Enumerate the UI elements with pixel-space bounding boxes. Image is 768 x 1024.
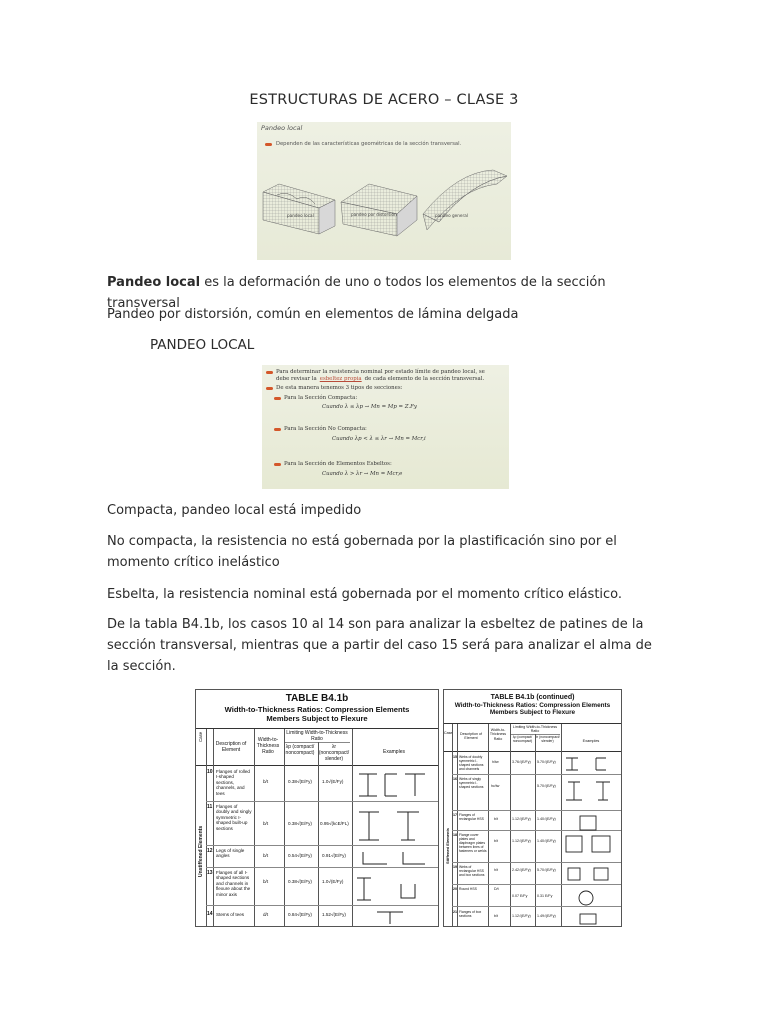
- box-section-sketch-2: [594, 868, 608, 880]
- element-description: Flanges of all I-shaped sections and channels in flexure about the minor axis: [216, 870, 251, 897]
- ratio: D/t: [494, 887, 499, 891]
- header-limiting: Limiting Width-to-Thickness Ratio: [512, 725, 558, 734]
- header-limiting: Limiting Width-to-Thickness Ratio: [286, 730, 348, 742]
- pandeo-local-slide-image: [257, 122, 511, 260]
- header-case: Case: [198, 731, 203, 742]
- box-flange-sketch: [580, 914, 596, 924]
- header-lr: λr (noncompact/ slender): [535, 735, 560, 744]
- lambda-p: 1.12√(E/Fy): [512, 839, 531, 843]
- table-title: TABLE B4.1b: [285, 693, 349, 704]
- lambda-p: 1.12√(E/Fy): [512, 914, 531, 918]
- paragraph-no-compacta: No compacta, la resistencia no está gobernada por la plastificación sino por el momento crítico inelástico: [107, 534, 617, 570]
- slide-bullet: [265, 141, 461, 147]
- slide2-line1: [266, 369, 485, 375]
- bullet-icon: [266, 371, 273, 374]
- slide2-line1-text: Para determinar la resistencia nominal por estado límite de pandeo local, se: [276, 369, 485, 375]
- side-label-stiffened: Stiffened Elements: [445, 827, 450, 864]
- slide2-line2-underlined: esbeltez propia: [319, 376, 362, 382]
- ratio: h/tw: [492, 760, 499, 764]
- slide2-line2-part1: debe revisar la: [276, 376, 317, 382]
- table-subtitle-1: Width-to-Thickness Ratios: Compression Elements: [454, 702, 611, 709]
- paragraph-tabla: De la tabla B4.1b, los casos 10 al 14 son para analizar la esbeltez de patines de la sección transversal, mientras que a partir del caso 15 será para analizar el alma de la sección.: [107, 617, 652, 674]
- case-number: 16: [453, 777, 457, 781]
- bullet-icon: [265, 143, 272, 146]
- case-number: 11: [207, 804, 213, 810]
- table-title: TABLE B4.1b (continued): [490, 694, 575, 701]
- case-number: 14: [207, 911, 213, 917]
- lambda-p: 0.54√(E/Fy): [288, 853, 312, 858]
- buckling-beams-illustration: [257, 162, 511, 244]
- header-examples: Examples: [582, 739, 600, 743]
- ratio: h/t: [494, 868, 498, 872]
- lambda-p: 0.38√(E/Fy): [288, 821, 312, 826]
- minor-axis-i-sketch: [357, 878, 371, 900]
- table-grid: [196, 728, 438, 927]
- formula-esbelta: Cuando λ > λr → Mn = Mcr,e: [322, 471, 403, 477]
- case-number: 15: [453, 755, 457, 759]
- ratio: b/t: [494, 914, 498, 918]
- term-pandeo-local: Pandeo local: [107, 275, 201, 290]
- i-section-sketch: [566, 758, 578, 770]
- lambda-r: 0.95√(kcE/FL): [320, 821, 349, 826]
- paragraph-esbelta: Esbelta, la resistencia nominal está gobernada por el momento crítico elástico.: [107, 587, 623, 602]
- section-heading: PANDEO LOCAL: [150, 337, 255, 353]
- header-lp: λp (compact/ noncompact): [285, 744, 315, 756]
- header-description: Description of Element: [215, 741, 247, 753]
- compacta-label: Para la Sección Compacta:: [284, 395, 358, 401]
- paragraph-compacta: Compacta, pandeo local está impedido: [107, 503, 362, 518]
- lambda-p: 3.76√(E/Fy): [512, 760, 531, 764]
- ratio: b/t: [494, 839, 498, 843]
- ratio: b/t: [263, 821, 269, 826]
- box-section-sketch: [568, 868, 580, 880]
- side-label-unstiffened: Unstiffened Elements: [198, 825, 204, 877]
- ratio: d/t: [263, 912, 269, 917]
- angle-sketch: [363, 852, 387, 864]
- element-description: Flanges of box sections: [459, 910, 482, 918]
- lambda-r: 1.40√(E/Fy): [537, 839, 556, 843]
- case-number: 17: [453, 813, 457, 817]
- header-examples: Examples: [383, 749, 405, 755]
- built-up-i-sketch: [359, 812, 379, 840]
- caption-general: pandeo general: [435, 213, 468, 218]
- angle-sketch-2: [403, 852, 425, 864]
- lambda-p: 2.42√(E/Fy): [512, 868, 531, 872]
- lambda-p: 0.84√(E/Fy): [288, 912, 312, 917]
- singly-i-sketch: [566, 782, 582, 800]
- header-lr: λr (noncompact/ slender): [318, 744, 350, 762]
- header-description: Description of Element: [460, 732, 482, 741]
- slide2-esbelta: [274, 461, 392, 467]
- table-subtitle-2: Members Subject to Flexure: [266, 714, 368, 723]
- lambda-p: 0.38√(E/Fy): [288, 879, 312, 884]
- bullet-icon: [266, 387, 273, 390]
- bullet-icon: [274, 428, 281, 431]
- caption-distortional: pandeo por distorsión: [351, 212, 397, 217]
- case-number: 19: [453, 865, 457, 869]
- element-description: Stems of tees: [216, 912, 245, 917]
- header-lp: λp (compact/ noncompact): [512, 735, 533, 744]
- table-subtitle-2: Members Subject to Flexure: [489, 709, 576, 716]
- element-description: Flanges of rectangular HSS: [459, 813, 484, 821]
- formula-compacta: Cuando λ ≤ λp → Mn = Mp = Z.Fy: [322, 404, 417, 410]
- ratio: b/t: [263, 853, 269, 858]
- singly-i-sketch-2: [596, 782, 610, 800]
- formula-no-compacta: Cuando λp < λ ≤ λr → Mn = Mcr,i: [332, 436, 426, 442]
- slide2-line3-text: De esta manera tenemos 3 tipos de secciones:: [276, 385, 403, 391]
- stem-tee-sketch: [377, 912, 403, 924]
- lambda-r: 0.31 E/Fy: [537, 894, 553, 898]
- cover-plate-sketch: [566, 836, 582, 852]
- ratio: b/t: [263, 779, 269, 784]
- tee-sketch: [405, 774, 425, 796]
- channel-sketch: [385, 774, 397, 796]
- lambda-r: 1.40√(E/Fy): [537, 817, 556, 821]
- lambda-r: 1.52√(E/Fy): [322, 912, 346, 917]
- ratio: b/t: [263, 879, 269, 884]
- lambda-r: 1.49√(E/Fy): [537, 914, 556, 918]
- element-description: Webs of doubly symmetric I-shaped sections and channels: [459, 755, 484, 771]
- lambda-p: 1.12√(E/Fy): [512, 817, 531, 821]
- lambda-r: 5.70√(E/Fy): [537, 784, 556, 788]
- esbelta-label: Para la Sección de Elementos Esbeltos:: [284, 461, 392, 467]
- element-description: Round HSS: [459, 887, 477, 891]
- table-b41b-continued: [443, 689, 622, 927]
- channel-sketch: [596, 758, 606, 770]
- case-number: 13: [207, 870, 213, 876]
- case-number: 21: [453, 910, 457, 914]
- element-description: Flanges of rolled I-shaped sections, channels, and tees: [216, 769, 250, 796]
- diaphragm-sketch: [592, 836, 610, 852]
- case-number: 10: [207, 769, 213, 775]
- lambda-r: 1.0√(E/Fy): [322, 879, 344, 884]
- header-case: Case: [444, 731, 453, 735]
- case-number: 20: [453, 887, 457, 891]
- section-types-slide-image: [262, 365, 509, 489]
- slide2-line3: [266, 385, 402, 391]
- slide2-line2-part2: de cada elemento de la sección transversal.: [364, 376, 485, 382]
- definition-text: es la deformación de uno o todos los elementos de la sección transversal: [107, 275, 606, 311]
- slide-bullet-text: Dependen de las características geométricas de la sección transversal.: [276, 141, 462, 147]
- slide2-no-compacta: [274, 426, 367, 432]
- lambda-p: 0.38√(E/Fy): [288, 779, 312, 784]
- element-description: Webs of singly symmetric I-shaped sections: [459, 777, 484, 789]
- element-description: Flanges of doubly and singly symmetric I-shaped built-up sections: [216, 804, 252, 831]
- bullet-icon: [274, 397, 281, 400]
- document-title: ESTRUCTURAS DE ACERO – CLASE 3: [249, 92, 519, 108]
- bullet-icon: [274, 463, 281, 466]
- lambda-p: 0.07 E/Fy: [512, 894, 528, 898]
- lambda-r: 1.0√(E/Fy): [322, 779, 344, 784]
- element-description: Flange cover plates and diaphragm plates between lines of fasteners or welds: [459, 833, 487, 853]
- i-section-sketch: [359, 774, 377, 796]
- lambda-r: 5.70√(E/Fy): [537, 868, 556, 872]
- round-hss-sketch: [579, 891, 593, 905]
- table-b41b: [195, 689, 439, 927]
- case-number: 18: [453, 833, 457, 837]
- header-ratio: Width-to-Thickness Ratio: [256, 737, 280, 755]
- element-description: Legs of single angles: [216, 848, 245, 859]
- section-examples-illustration: [353, 766, 437, 926]
- element-description: Webs of rectangular HSS and box sections: [459, 865, 485, 877]
- minor-axis-channel-sketch: [401, 884, 415, 898]
- singly-symmetric-i-sketch: [397, 812, 419, 840]
- caption-local: pandeo local: [287, 213, 314, 218]
- slide2-line2: [276, 376, 484, 382]
- no-compacta-label: Para la Sección No Compacta:: [284, 426, 367, 432]
- ratio: b/t: [494, 817, 498, 821]
- slide2-compacta: [274, 395, 357, 401]
- lambda-r: 0.91√(E/Fy): [322, 853, 346, 858]
- table-grid: [444, 723, 621, 927]
- paragraph-distorsion: Pandeo por distorsión, común en elementos de lámina delgada: [107, 307, 519, 322]
- slide-title: Pandeo local: [261, 124, 303, 132]
- lambda-r: 5.70√(E/Fy): [537, 760, 556, 764]
- ratio: hc/tw: [491, 784, 500, 788]
- section-examples-illustration: [562, 752, 620, 926]
- case-number: 12: [207, 848, 213, 854]
- table-subtitle-1: Width-to-Thickness Ratios: Compression Elements: [224, 705, 410, 714]
- rect-hss-sketch: [580, 816, 596, 830]
- header-ratio: Width-to-Thickness Ratio: [489, 728, 507, 741]
